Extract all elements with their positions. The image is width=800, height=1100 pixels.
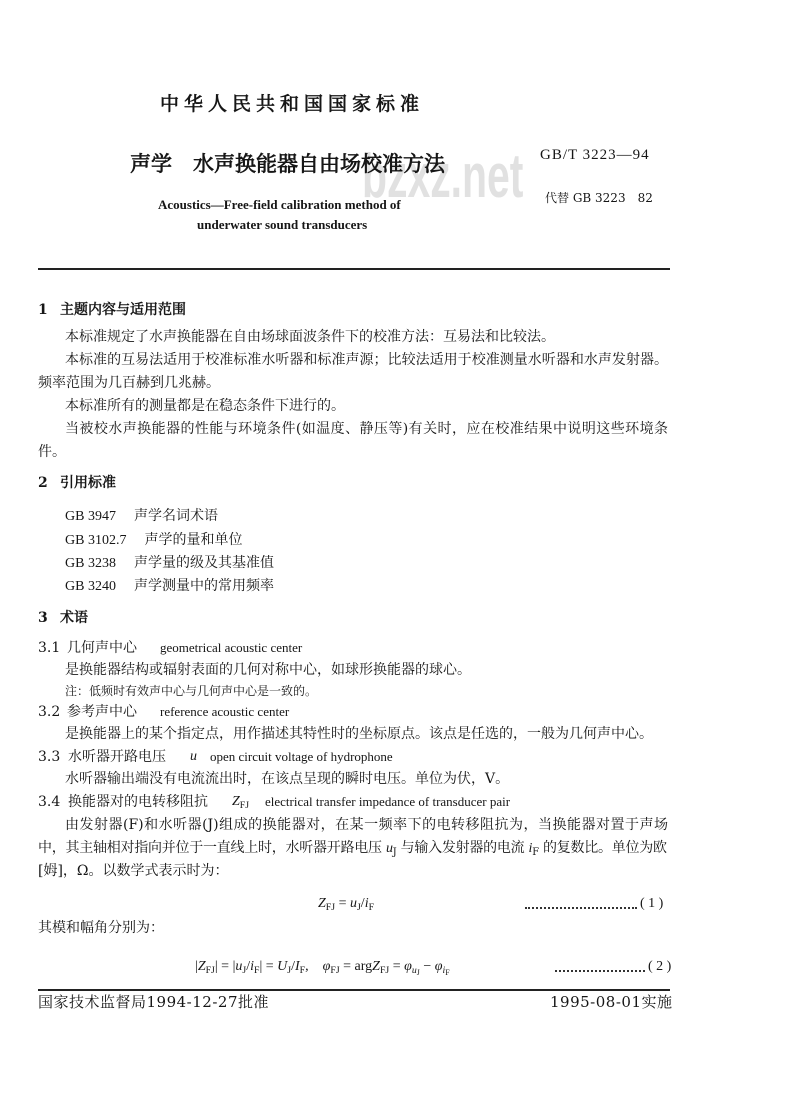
equation-leader [525,907,637,909]
reference-item [65,533,242,548]
term-name-zh: 水听器开路电压 [68,749,166,765]
term-name-zh: 几何声中心 [67,640,137,656]
term-definition: 是换能器结构或辐射表面的几何对称中心，如球形换能器的球心。 [65,662,471,678]
math-subscript: J [392,846,397,858]
math-operator: | [195,959,198,974]
section-number: 1 [38,302,48,318]
term-name-en: open circuit voltage of hydrophone [210,749,393,764]
equation-leader [555,970,645,972]
term-symbol [232,795,249,809]
math-variable: u [411,964,417,976]
reference-title: 声学的量和单位 [144,532,243,548]
term-name-en: electrical transfer impedance of transducer pair [265,794,511,809]
math-variable: u [235,959,243,974]
term-definition-line [38,841,667,856]
math-subscript: F [445,967,450,977]
term-number: 3.4 [38,794,61,810]
math-operator: | = | [214,959,236,974]
math-variable: φ [322,959,331,974]
math-variable: u [385,841,393,856]
document-title-en-line1: Acoustics—Free-field calibration method of [158,197,401,212]
math-variable: i [442,964,446,976]
math-subscript: J [416,967,420,977]
equation-2 [195,959,450,977]
math-variable: φ [404,959,412,974]
math-subscript: FJ [379,964,390,976]
document-title-en-line2: underwater sound transducers [197,217,368,232]
term-name-zh: 参考声中心 [67,704,137,720]
math-operator: − [419,959,435,974]
term-note: 注：低频时有效声中心与几何声中心是一致的。 [65,684,318,698]
math-variable: u [190,749,197,764]
math-operator: = arg [339,959,373,974]
paragraph-line: 本标准所有的测量都是在稳态条件下进行的。 [65,398,345,414]
paragraph-line: 本标准的互易法适用于校准标准水听器和标准声源；比较法适用于校准测量水听器和水声发射器。 [65,352,668,368]
math-subscript: FJ [205,964,215,976]
math-operator: / [246,959,251,974]
math-variable: Z [232,794,240,809]
paragraph-line: 当被校水声换能器的性能与环境条件(如温度、静压等)有关时，应在校准结果中说明这些环境条 [65,421,668,437]
math-operator: = [389,959,405,974]
math-subscript: FJ [239,799,250,811]
reference-item [65,509,218,524]
math-subscript [412,965,420,976]
term-definition: 是换能器上的某个指定点，用作描述其特性时的坐标原点。该点是任选的，一般为几何声中心。 [65,726,653,742]
math-variable: i [528,841,533,856]
text-run: 中，其主轴相对指向并位于一直线上时，水听器开路电压 [38,840,386,856]
reference-title: 声学名词术语 [133,508,218,524]
reference-item [65,556,274,571]
math-operator: | = [259,959,278,974]
replaces-note: 代替 GB 3223 82 [545,191,653,205]
text-run: 与输入发射器的电流 [396,840,529,856]
math-operator: / [291,959,295,974]
section-number: 3 [38,610,48,626]
term-number: 3.3 [38,749,61,765]
math-variable: φ [434,959,443,974]
paragraph-line: 件。 [38,444,66,460]
math-subscript: J [356,901,361,913]
term-definition-line: 由发射器(F)和水听器(J)组成的换能器对，在某一频率下的电转移阻抗为，当换能器对置于声场 [65,817,668,833]
section-heading: 引用标准 [60,475,116,491]
reference-item [65,579,274,594]
term-number: 3.1 [38,640,61,656]
reference-title: 声学测量中的常用频率 [133,578,274,594]
math-variable: I [295,959,300,974]
math-subscript: J [242,964,247,976]
reference-title: 声学量的级及其基准值 [133,555,274,571]
math-subscript: J [287,964,292,976]
math-subscript [443,965,450,976]
reference-code: GB 3238 [65,556,116,571]
math-variable: i [250,959,254,974]
term-name-en: geometrical acoustic center [160,640,303,655]
term-name-en: reference acoustic center [160,704,290,719]
section-heading: 术语 [60,610,88,626]
term-symbol [190,750,197,764]
section-heading: 主题内容与适用范围 [60,302,186,318]
paragraph-line: 频率范围为几百赫到几兆赫。 [38,375,220,391]
term-number: 3.2 [38,704,61,720]
term-definition-line: [姆]，Ω。以数学式表示时为： [38,863,229,879]
text-line: 其模和幅角分别为： [38,920,164,936]
paragraph-line: 本标准规定了水声换能器在自由场球面波条件下的校准方法：互易法和比较法。 [65,329,555,345]
math-subscript: F [254,964,260,976]
standard-code: GB/T 3223—94 [540,147,650,163]
reference-code: GB 3102.7 [65,533,127,548]
math-subscript: F [299,964,306,976]
text-run: 的复数比。单位为欧 [538,840,667,856]
math-separator: , [305,959,323,974]
document-title-zh: 声学 水声换能器自由场校准方法 [130,151,445,176]
header-divider [38,268,670,270]
math-subscript: FJ [325,901,336,913]
math-variable: U [277,959,288,974]
equation-number: ( 1 ) [640,896,664,911]
footer-divider [38,989,670,991]
math-variable: i [364,896,369,911]
term-definition: 水听器输出端没有电流流出时，在该点呈现的瞬时电压。单位为伏，V。 [65,771,510,787]
standard-type-header: 中华人民共和国国家标准 [160,93,425,115]
math-subscript: F [532,846,539,858]
approval-date: 国家技术监督局1994-12-27批准 [38,993,269,1011]
reference-code: GB 3240 [65,579,116,594]
math-subscript: FJ [330,964,340,976]
effective-date: 1995-08-01实施 [550,993,673,1011]
term-name-zh: 换能器对的电转移阻抗 [68,794,208,810]
math-operator: / [360,896,365,911]
section-number: 2 [38,475,48,491]
math-operator: = [335,896,350,911]
equation-number: ( 2 ) [648,959,672,974]
math-subscript: F [368,901,375,913]
math-variable: Z [318,896,326,911]
reference-code: GB 3947 [65,509,116,524]
watermark: bzxz.net [362,142,524,211]
equation-1 [318,897,374,911]
math-variable: Z [372,959,380,974]
math-variable: u [349,896,357,911]
math-variable: Z [197,959,206,974]
